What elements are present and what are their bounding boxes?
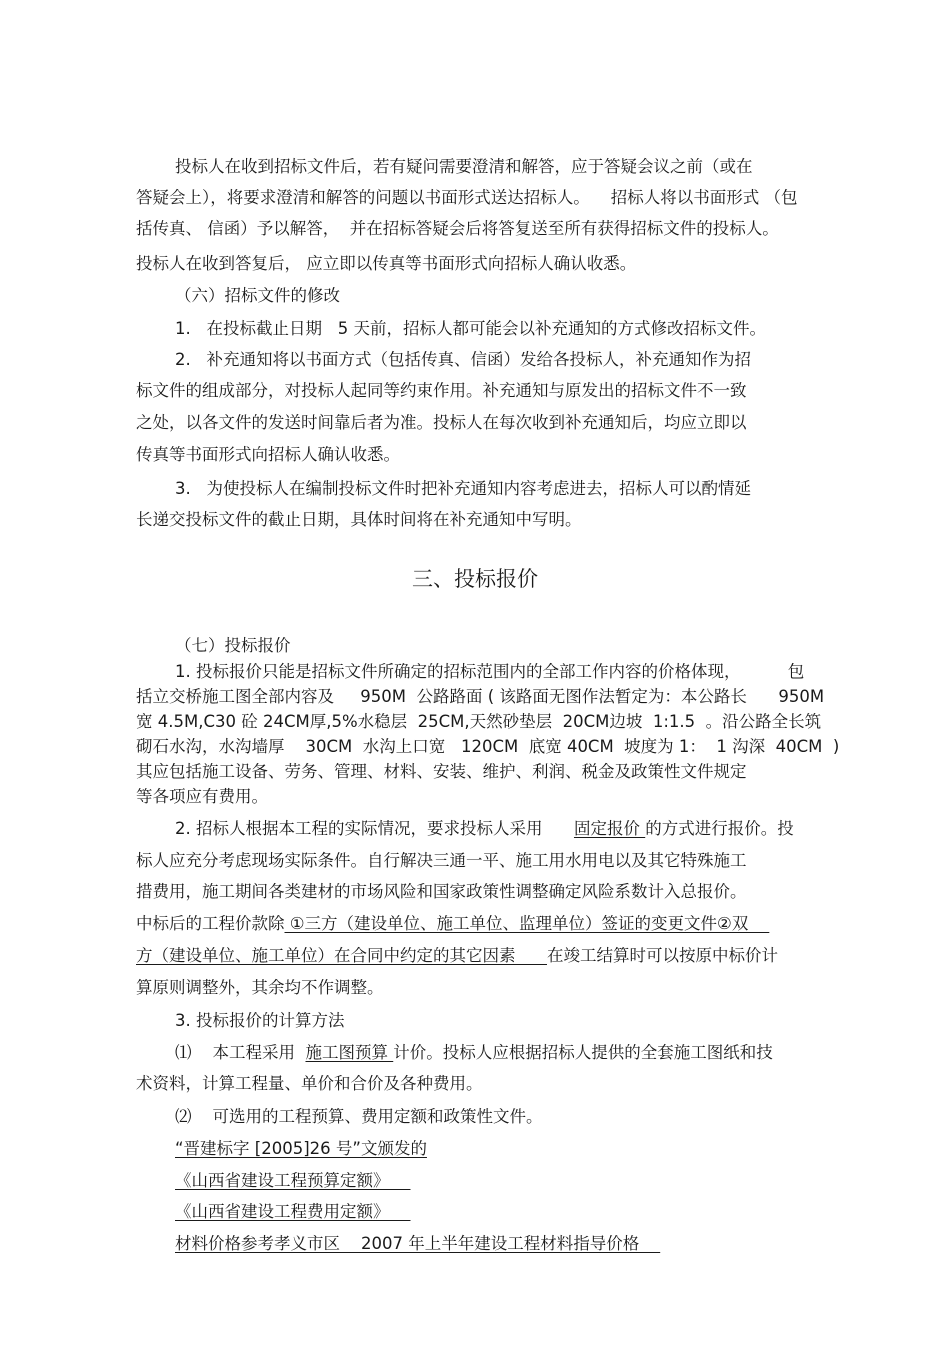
pricing-item-1-line-3: 宽 4.5M,C30 砼 24CM厚,5%水稳层 25CM,天然砂垫层 20CM边坡 1:1.5 。沿公路全长筑 (136, 712, 822, 731)
amendment-item-1: 1. 在投标截止日期 5 天前，招标人都可能会以补充通知的方式修改招标文件。 (175, 319, 766, 338)
chapter-title: 三、投标报价 (412, 567, 538, 591)
pricing-item-2-text-a: 2. 招标人根据本工程的实际情况，要求投标人采用 (175, 819, 574, 838)
amendment-item-3-line-2: 长递交投标文件的截止日期，具体时间将在补充通知中写明。 (136, 510, 582, 529)
amendment-item-2-line-3: 之处，以各文件的发送时间靠后者为准。投标人在每次收到补充通知后，均应立即以 (136, 413, 747, 432)
para-clarification-line-1: 投标人在收到招标文件后，若有疑问需要澄清和解答，应于答疑会议之前（或在 (175, 157, 753, 176)
para-clarification-line-4: 投标人在收到答复后， 应立即以传真等书面形式向招标人确认收悉。 (136, 254, 637, 273)
amendment-item-2-line-4: 传真等书面形式向招标人确认收悉。 (136, 445, 400, 464)
pricing-item-2-text-c: 中标后的工程价款除 (136, 914, 285, 933)
pricing-item-2-line-1 (175, 818, 794, 840)
pricing-item-1-line-5: 其应包括施工设备、劳务、管理、材料、安装、维护、利润、税金及政策性文件规定 (136, 762, 747, 781)
pricing-item-1-line-2: 括立交桥施工图全部内容及 950M 公路路面 ( 该路面无图作法暂定为：本公路长 950M (136, 687, 825, 706)
para-clarification-line-3: 括传真、 信函）予以解答， 并在招标答疑会后将答复送至所有获得招标文件的投标人。 (136, 219, 779, 238)
pricing-item-1-line-4: 砌石水沟，水沟墙厚 30CM 水沟上口宽 120CM 底宽 40CM 坡度为 1： 1 沟深 40CM ) (136, 737, 840, 756)
pricing-item-2-line-3: 措费用，施工期间各类建材的市场风险和国家政策性调整确定风险系数计入总报价。 (136, 882, 747, 901)
sub-1-text-b: 计价。投标人应根据招标人提供的全套施工图纸和技 (393, 1043, 773, 1062)
heading-amendment: （六）招标文件的修改 (175, 286, 340, 305)
adjustment-conditions-blank-1: ①三方（建设单位、施工单位、监理单位）签证的变更文件②双 (284, 914, 770, 933)
para-clarification-line-2: 答疑会上），将要求澄清和解答的问题以书面形式送达招标人。 招标人将以书面形式 （包 (136, 188, 798, 207)
pricing-item-3-sub-1-line-1 (175, 1042, 773, 1064)
reference-doc-2: 《山西省建设工程预算定额》 (175, 1171, 411, 1190)
construction-budget-blank: 施工图预算 (305, 1043, 394, 1062)
pricing-item-3-heading: 3. 投标报价的计算方法 (175, 1011, 345, 1030)
pricing-item-2-line-2: 标人应充分考虑现场实际条件。自行解决三通一平、施工用水用电以及其它特殊施工 (136, 851, 747, 870)
amendment-item-2-line-1: 2. 补充通知将以书面方式（包括传真、信函）发给各投标人，补充通知作为招 (175, 350, 751, 369)
sub-1-text-a: ⑴ 本工程采用 (175, 1043, 306, 1062)
pricing-item-2-text-b: 的方式进行报价。投 (645, 819, 794, 838)
pricing-item-2-line-4 (136, 913, 769, 935)
reference-doc-1: “晋建标字 [2005]26 号”文颁发的 (175, 1139, 427, 1158)
fixed-price-blank: 固定报价 (573, 819, 646, 838)
pricing-item-2-line-5 (136, 945, 778, 967)
adjustment-conditions-blank-2: 方（建设单位、施工单位）在合同中约定的其它因素 (136, 946, 547, 965)
reference-doc-3: 《山西省建设工程费用定额》 (175, 1202, 411, 1221)
amendment-item-3-line-1: 3. 为使投标人在编制投标文件时把补充通知内容考虑进去，招标人可以酌情延 (175, 479, 751, 498)
heading-bid-pricing: （七）投标报价 (175, 636, 291, 655)
amendment-item-2-line-2: 标文件的组成部分，对投标人起同等约束作用。补充通知与原发出的招标文件不一致 (136, 381, 747, 400)
pricing-item-2-line-6: 算原则调整外，其余均不作调整。 (136, 978, 384, 997)
pricing-item-3-sub-2: ⑵ 可选用的工程预算、费用定额和政策性文件。 (175, 1107, 543, 1126)
pricing-item-1-line-1: 1. 投标报价只能是招标文件所确定的招标范围内的全部工作内容的价格体现， 包 (175, 662, 805, 681)
pricing-item-2-text-d: 在竣工结算时可以按原中标价计 (546, 946, 778, 965)
pricing-item-1-line-6: 等各项应有费用。 (136, 787, 268, 806)
reference-doc-4: 材料价格参考孝义市区 2007 年上半年建设工程材料指导价格 (175, 1234, 661, 1253)
pricing-item-3-sub-1-line-2: 术资料，计算工程量、单价和合价及各种费用。 (136, 1074, 483, 1093)
